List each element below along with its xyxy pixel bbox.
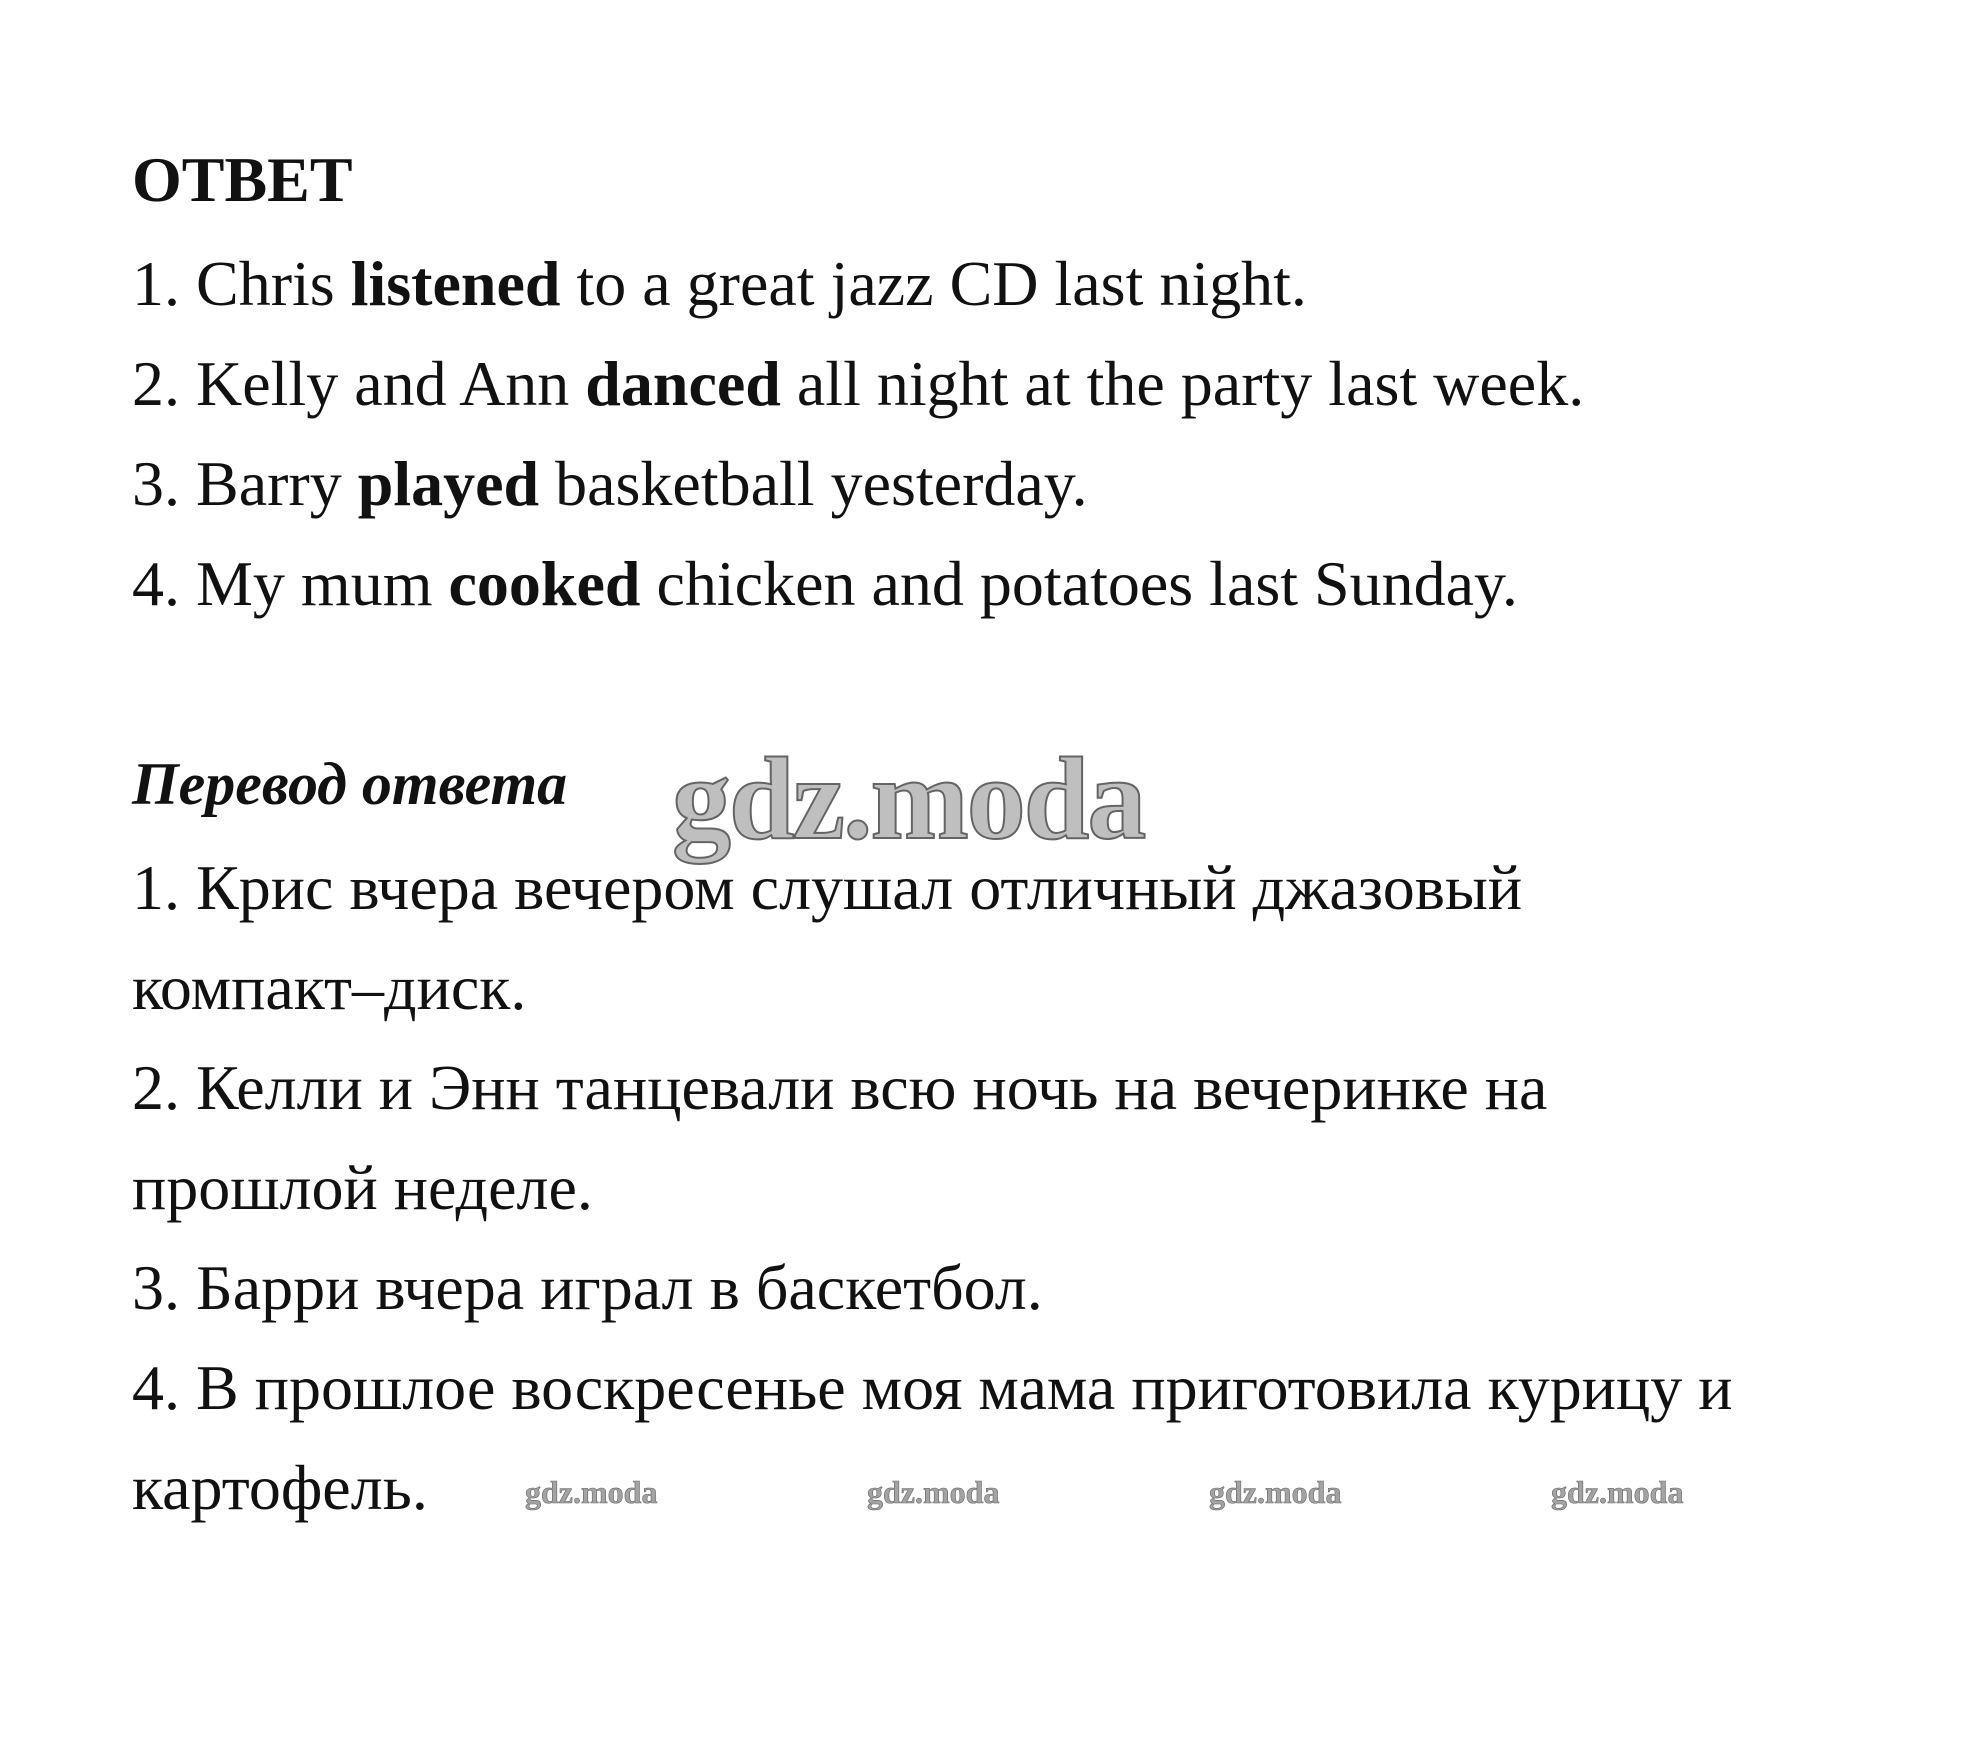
answer-line-4-verb: cooked [448,548,641,619]
answer-line-2-post: all night at the party last week. [780,348,1585,419]
answer-line-2-verb: danced [585,348,781,419]
watermark-small-1: gdz.moda [525,1474,658,1510]
answer-line-1 [132,248,1307,319]
answer-line-1-verb: listened [350,248,561,319]
answer-line-1-pre: 1. Chris [132,248,351,319]
answer-heading: ОТВЕТ [132,144,353,215]
answer-line-1-post: to a great jazz CD last night. [560,248,1307,319]
translation-line-3: 2. Келли и Энн танцевали всю ночь на вечеринке на [132,1052,1548,1123]
translation-line-4: прошлой неделе. [132,1152,593,1223]
answer-line-2-pre: 2. Kelly and Ann [132,348,586,419]
translation-line-1: 1. Крис вчера вечером слушал отличный джазовый [132,852,1523,923]
answer-line-4-pre: 4. My mum [132,548,449,619]
answer-line-3-pre: 3. Barry [132,448,358,519]
translation-line-7: картофель. [132,1452,428,1523]
translation-line-5: 3. Барри вчера играл в баскетбол. [132,1252,1043,1323]
translation-line-6: 4. В прошлое воскресенье моя мама приготовила курицу и [132,1352,1733,1423]
watermark-logo: gdz.moda [672,733,1145,864]
answer-line-4 [132,548,1518,619]
answer-line-3-post: basketball yesterday. [539,448,1088,519]
answer-line-3 [132,448,1088,519]
watermark-small-2: gdz.moda [867,1474,1000,1510]
answer-line-2 [132,348,1585,419]
translation-heading: Перевод ответа [132,751,568,817]
answer-line-3-verb: played [357,448,540,519]
answer-line-4-post: chicken and potatoes last Sunday. [640,548,1518,619]
watermark-small-4: gdz.moda [1551,1474,1684,1510]
watermark-small-3: gdz.moda [1209,1474,1342,1510]
translation-line-2: компакт–диск. [132,952,527,1023]
